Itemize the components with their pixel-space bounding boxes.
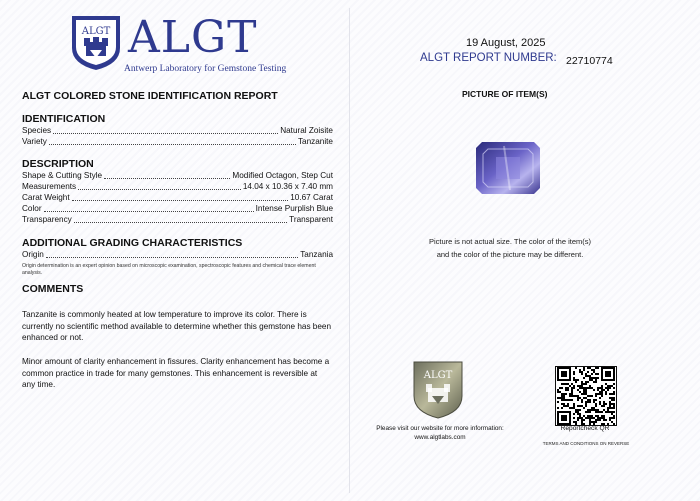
report-number-label: ALGT REPORT NUMBER: (420, 52, 557, 64)
leader-dots (46, 256, 298, 258)
origin-label: Origin (22, 250, 44, 259)
variety-value: Tanzanite (297, 137, 333, 146)
leader-dots (78, 188, 241, 190)
svg-text:ALGT: ALGT (81, 26, 111, 37)
shape-label: Shape & Cutting Style (22, 171, 103, 180)
hologram-seal-icon (412, 360, 464, 420)
leader-dots (74, 221, 287, 223)
color-row (22, 204, 333, 214)
color-label: Color (22, 204, 42, 213)
disclaimer-line-1: Picture is not actual size. The color of the item(s) (428, 237, 591, 246)
report-number: 22710774 (566, 55, 613, 67)
website-info (355, 424, 525, 442)
description-heading: DESCRIPTION (22, 158, 94, 170)
variety-label: Variety (22, 137, 47, 146)
leader-dots (44, 210, 254, 212)
visit-line: Please visit our website for more information: (376, 425, 504, 432)
seal-text: ALGT (423, 370, 453, 381)
terms-notice: TERMS AND CONDITIONS ON REVERSE (542, 441, 630, 446)
carat-value: 10.67 Carat (290, 193, 333, 202)
comment-paragraph: Tanzanite is commonly heated at low temperature to improve its color. There is currently no scientific method available to determine whether this gemstone has been enhanced or not. (22, 310, 332, 342)
carat-row (22, 193, 333, 203)
measurements-label: Measurements (22, 182, 77, 191)
leader-dots (53, 132, 278, 134)
additional-heading: ADDITIONAL GRADING CHARACTERISTICS (22, 237, 243, 249)
picture-disclaimer (400, 235, 620, 261)
shape-row (22, 171, 333, 181)
origin-value: Tanzania (300, 250, 333, 259)
disclaimer-line-2: and the color of the picture may be different. (436, 250, 584, 259)
species-value: Natural Zoisite (280, 126, 333, 135)
website-link[interactable]: www.algtlabs.com (414, 434, 466, 441)
leader-dots (104, 177, 230, 179)
species-row (22, 126, 333, 136)
comment-paragraph: Minor amount of clarity enhancement in fissures. Clarity enhancement has become a common practice in trade for many gemstones. This enhancement is reversible at any time. (22, 357, 330, 389)
logo-subtitle: Antwerp Laboratory for Gemstone Testing (124, 64, 287, 74)
qr-label: Reportcheck QR (560, 425, 610, 432)
comments-heading: COMMENTS (22, 283, 84, 295)
origin-row (22, 250, 333, 260)
algt-shield-logo-icon (70, 14, 122, 72)
page-divider (349, 8, 350, 493)
logo-wordmark: ALGT (128, 12, 258, 63)
species-label: Species (22, 126, 52, 135)
gemstone-image (476, 142, 540, 194)
origin-note: Origin determination is an expert opinion based on microscopic examination, spectroscopic features and chemical trace element analysis. (22, 263, 316, 276)
qr-code-icon[interactable] (555, 366, 617, 426)
transparency-row (22, 215, 333, 225)
leader-dots (72, 199, 289, 201)
measurements-row (22, 182, 333, 192)
picture-title: PICTURE OF ITEM(S) (462, 89, 548, 99)
transparency-value: Transparent (289, 215, 333, 224)
identification-heading: IDENTIFICATION (22, 113, 106, 125)
transparency-label: Transparency (22, 215, 72, 224)
shape-value: Modified Octagon, Step Cut (232, 171, 333, 180)
report-title: ALGT COLORED STONE IDENTIFICATION REPORT (22, 90, 278, 102)
report-date: 19 August, 2025 (466, 37, 546, 49)
carat-label: Carat Weight (22, 193, 70, 202)
variety-row (22, 137, 333, 147)
measurements-value: 14.04 x 10.36 x 7.40 mm (242, 182, 333, 191)
leader-dots (49, 143, 296, 145)
color-value: Intense Purplish Blue (255, 204, 333, 213)
